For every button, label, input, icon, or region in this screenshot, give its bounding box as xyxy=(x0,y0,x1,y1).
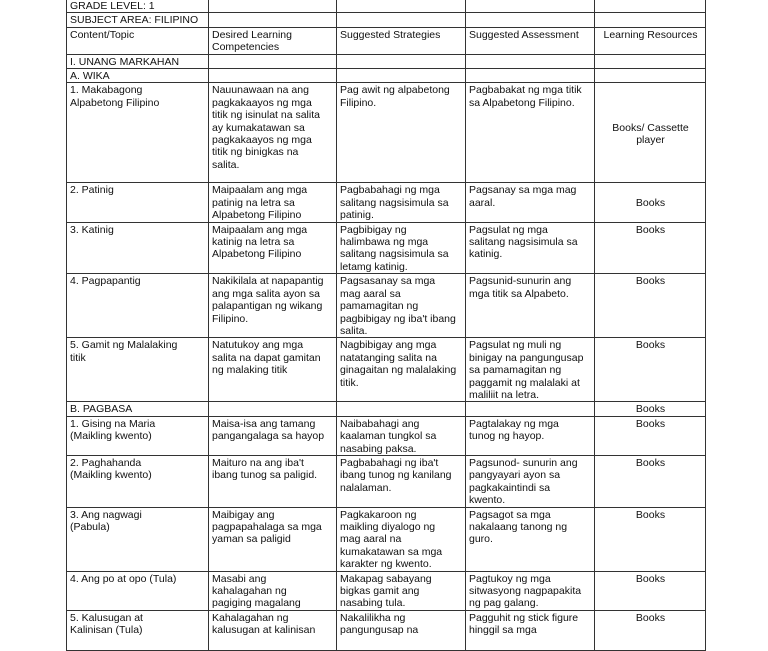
resources-cell: Books xyxy=(595,183,706,222)
resources-cell: Books xyxy=(595,610,706,650)
strategy-cell: Pagbabahagi ng mga salitang nagsisimula sa patinig. xyxy=(337,183,466,222)
resources-cell: Books xyxy=(595,402,706,416)
column-header: Content/Topic xyxy=(67,27,209,54)
strategy-cell: Pagbibigay ng halimbawa ng mga salitang nagsisimula sa letamg katinig. xyxy=(337,222,466,274)
competency-cell: Natutukoy ang mga salita na dapat gamitan ng malaking titik xyxy=(209,338,337,402)
assessment-cell: Pagbabakat ng mga titik sa Alpabetong Filipino. xyxy=(466,83,595,183)
competency-cell: Masabi ang kahalagahan ng pagiging magalang xyxy=(209,571,337,610)
table-row xyxy=(67,222,706,274)
column-header: Suggested Strategies xyxy=(337,27,466,54)
assessment-cell: Pagsulat ng muli ng binigay na pangungusap sa pamamagitan ng paggamit ng malalaki at maliliit na letra. xyxy=(466,338,595,402)
resources-cell: Books xyxy=(595,274,706,338)
part-row xyxy=(67,69,706,83)
strategy-cell: Naibabahagi ang kaalaman tungkol sa nasabing paksa. xyxy=(337,416,466,455)
grade-level: GRADE LEVEL: 1 xyxy=(67,0,209,13)
resources-cell: Books xyxy=(595,222,706,274)
strategy-cell: Pag awit ng alpabetong Filipino. xyxy=(337,83,466,183)
topic-cell: 4. Pagpapantig xyxy=(67,274,209,338)
topic-cell: 5. Kalusugan at Kalinisan (Tula) xyxy=(67,610,209,650)
table-row xyxy=(67,183,706,222)
table-row xyxy=(67,571,706,610)
table-row xyxy=(67,507,706,571)
column-header: Desired Learning Competencies xyxy=(209,27,337,54)
assessment-cell: Pagtukoy ng mga sitwasyong nagpapakita ng pag galang. xyxy=(466,571,595,610)
competency-cell: Maituro na ang iba't ibang tunog sa paligid. xyxy=(209,455,337,507)
part-label: A. WIKA xyxy=(67,69,209,83)
topic-cell: 3. Ang nagwagi (Pabula) xyxy=(67,507,209,571)
assessment-cell: Pagtalakay ng mga tunog ng hayop. xyxy=(466,416,595,455)
resources-cell: Books xyxy=(595,455,706,507)
strategy-cell: Makapag sabayang bigkas gamit ang nasabing tula. xyxy=(337,571,466,610)
competency-cell: Maisa-isa ang tamang pangangalaga sa hayop xyxy=(209,416,337,455)
table-row xyxy=(67,416,706,455)
competency-cell: Kahalagahan ng kalusugan at kalinisan xyxy=(209,610,337,650)
column-header-row xyxy=(67,27,706,54)
subject-area: SUBJECT AREA: FILIPINO xyxy=(67,13,209,27)
subject-area-row xyxy=(67,13,706,27)
part-label: B. PAGBASA xyxy=(67,402,209,416)
competency-cell: Maibigay ang pagpapahalaga sa mga yaman sa paligid xyxy=(209,507,337,571)
strategy-cell: Pagbabahagi ng iba't ibang tunog ng kanilang nalalaman. xyxy=(337,455,466,507)
competency-cell: Nauunawaan na ang pagkakaayos ng mga titik ng isinulat na salita ay kumakatawan sa pagkakaayos ng mga titik ng binigkas na salita. xyxy=(209,83,337,183)
table-row xyxy=(67,274,706,338)
column-header: Suggested Assessment xyxy=(466,27,595,54)
strategy-cell: Pagsasanay sa mga mag aaral sa pamamagitan ng pagbibigay ng iba't ibang salita. xyxy=(337,274,466,338)
curriculum-table xyxy=(66,0,706,651)
table-row xyxy=(67,338,706,402)
assessment-cell: Pagsunod- sunurin ang pangyayari ayon sa pagkakaintindi sa kwento. xyxy=(466,455,595,507)
part-row xyxy=(67,402,706,416)
resources-cell: Books/ Cassette player xyxy=(595,83,706,183)
competency-cell: Maipaalam ang mga patinig na letra sa Alpabetong Filipino xyxy=(209,183,337,222)
assessment-cell: Pagguhit ng stick figure hinggil sa mga xyxy=(466,610,595,650)
strategy-cell: Nakalilikha ng pangungusap na xyxy=(337,610,466,650)
resources-cell: Books xyxy=(595,571,706,610)
assessment-cell: Pagsulat ng mga salitang nagsisimula sa katinig. xyxy=(466,222,595,274)
topic-cell: 5. Gamit ng Malalaking titik xyxy=(67,338,209,402)
resources-cell: Books xyxy=(595,338,706,402)
competency-cell: Nakikilala at napapantig ang mga salita ayon sa palapantigan ng wikang Filipino. xyxy=(209,274,337,338)
topic-cell: 1. Gising na Maria (Maikling kwento) xyxy=(67,416,209,455)
topic-cell: 2. Paghahanda (Maikling kwento) xyxy=(67,455,209,507)
quarter-row xyxy=(67,54,706,68)
resources-cell: Books xyxy=(595,416,706,455)
topic-cell: 4. Ang po at opo (Tula) xyxy=(67,571,209,610)
assessment-cell: Pagsunid-sunurin ang mga titik sa Alpabeto. xyxy=(466,274,595,338)
column-header: Learning Resources xyxy=(595,27,706,54)
table-row xyxy=(67,455,706,507)
grade-level-row xyxy=(67,0,706,13)
assessment-cell: Pagsagot sa mga nakalaang tanong ng guro. xyxy=(466,507,595,571)
strategy-cell: Nagbibigay ang mga natatanging salita na ginagaitan ng malalaking titik. xyxy=(337,338,466,402)
topic-cell: 2. Patinig xyxy=(67,183,209,222)
topic-cell: 1. Makabagong Alpabetong Filipino xyxy=(67,83,209,183)
table-row xyxy=(67,83,706,183)
assessment-cell: Pagsanay sa mga mag aaral. xyxy=(466,183,595,222)
resources-cell: Books xyxy=(595,507,706,571)
competency-cell: Maipaalam ang mga katinig na letra sa Alpabetong Filipino xyxy=(209,222,337,274)
table-row xyxy=(67,610,706,650)
topic-cell: 3. Katinig xyxy=(67,222,209,274)
strategy-cell: Pagkakaroon ng maikling diyalogo ng mag aaral na kumakatawan sa mga karakter ng kwento. xyxy=(337,507,466,571)
quarter-label: I. UNANG MARKAHAN xyxy=(67,54,209,68)
